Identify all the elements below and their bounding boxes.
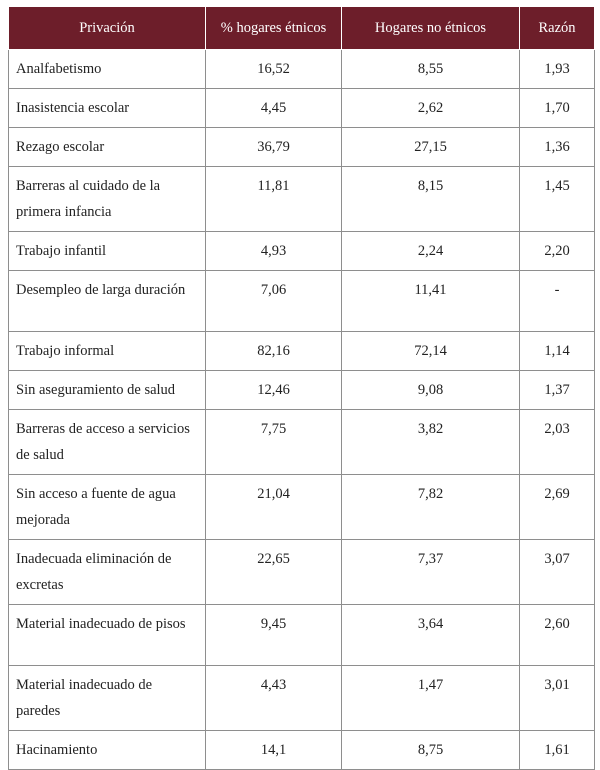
cell-privacion: Material inadecuado de pisos	[9, 605, 206, 666]
cell-razon: 1,14	[520, 332, 595, 371]
cell-privacion: Hacinamiento	[9, 731, 206, 770]
table-header	[9, 7, 595, 50]
table-row	[9, 232, 595, 271]
table-row	[9, 128, 595, 167]
cell-privacion: Desempleo de larga duración	[9, 271, 206, 332]
cell-no-etnicos: 1,47	[342, 666, 520, 731]
deprivation-table	[8, 6, 595, 770]
cell-etnicos: 12,46	[206, 371, 342, 410]
cell-no-etnicos: 7,82	[342, 475, 520, 540]
cell-no-etnicos: 8,15	[342, 167, 520, 232]
cell-no-etnicos: 2,24	[342, 232, 520, 271]
cell-privacion: Trabajo infantil	[9, 232, 206, 271]
cell-no-etnicos: 8,55	[342, 50, 520, 89]
cell-razon: 3,07	[520, 540, 595, 605]
cell-razon: 2,60	[520, 605, 595, 666]
cell-razon: 2,69	[520, 475, 595, 540]
cell-no-etnicos: 9,08	[342, 371, 520, 410]
cell-no-etnicos: 72,14	[342, 332, 520, 371]
cell-razon: 1,93	[520, 50, 595, 89]
cell-no-etnicos: 2,62	[342, 89, 520, 128]
cell-razon: 1,61	[520, 731, 595, 770]
table-row	[9, 540, 595, 605]
table-row	[9, 271, 595, 332]
cell-etnicos: 82,16	[206, 332, 342, 371]
table-row	[9, 50, 595, 89]
cell-razon: 1,36	[520, 128, 595, 167]
cell-etnicos: 36,79	[206, 128, 342, 167]
table-row	[9, 731, 595, 770]
header-privacion: Privación	[9, 7, 206, 50]
table-row	[9, 605, 595, 666]
cell-etnicos: 21,04	[206, 475, 342, 540]
cell-no-etnicos: 8,75	[342, 731, 520, 770]
cell-etnicos: 16,52	[206, 50, 342, 89]
cell-no-etnicos: 3,64	[342, 605, 520, 666]
table-body	[9, 50, 595, 770]
table-row	[9, 167, 595, 232]
cell-etnicos: 22,65	[206, 540, 342, 605]
table-row	[9, 371, 595, 410]
table-row	[9, 89, 595, 128]
cell-razon: 2,20	[520, 232, 595, 271]
cell-privacion: Inadecuada eliminación de excretas	[9, 540, 206, 605]
header-hogares-etnicos: % hogares étnicos	[206, 7, 342, 50]
cell-no-etnicos: 7,37	[342, 540, 520, 605]
cell-etnicos: 4,45	[206, 89, 342, 128]
cell-etnicos: 4,43	[206, 666, 342, 731]
cell-privacion: Sin aseguramiento de salud	[9, 371, 206, 410]
cell-razon: 2,03	[520, 410, 595, 475]
cell-privacion: Rezago escolar	[9, 128, 206, 167]
cell-privacion: Barreras de acceso a servicios de salud	[9, 410, 206, 475]
cell-razon: 3,01	[520, 666, 595, 731]
cell-razon: 1,37	[520, 371, 595, 410]
cell-razon: 1,70	[520, 89, 595, 128]
cell-no-etnicos: 11,41	[342, 271, 520, 332]
header-razon: Razón	[520, 7, 595, 50]
cell-etnicos: 9,45	[206, 605, 342, 666]
cell-razon: -	[520, 271, 595, 332]
cell-privacion: Analfabetismo	[9, 50, 206, 89]
cell-razon: 1,45	[520, 167, 595, 232]
cell-privacion: Inasistencia escolar	[9, 89, 206, 128]
table-row	[9, 410, 595, 475]
cell-privacion: Trabajo informal	[9, 332, 206, 371]
table-row	[9, 666, 595, 731]
cell-privacion: Barreras al cuidado de la primera infancia	[9, 167, 206, 232]
table-row	[9, 475, 595, 540]
header-row	[9, 7, 595, 50]
cell-etnicos: 4,93	[206, 232, 342, 271]
cell-no-etnicos: 3,82	[342, 410, 520, 475]
cell-etnicos: 11,81	[206, 167, 342, 232]
header-hogares-no-etnicos: Hogares no étnicos	[342, 7, 520, 50]
cell-etnicos: 14,1	[206, 731, 342, 770]
cell-etnicos: 7,06	[206, 271, 342, 332]
table-row	[9, 332, 595, 371]
cell-etnicos: 7,75	[206, 410, 342, 475]
cell-privacion: Sin acceso a fuente de agua mejorada	[9, 475, 206, 540]
cell-privacion: Material inadecuado de paredes	[9, 666, 206, 731]
cell-no-etnicos: 27,15	[342, 128, 520, 167]
